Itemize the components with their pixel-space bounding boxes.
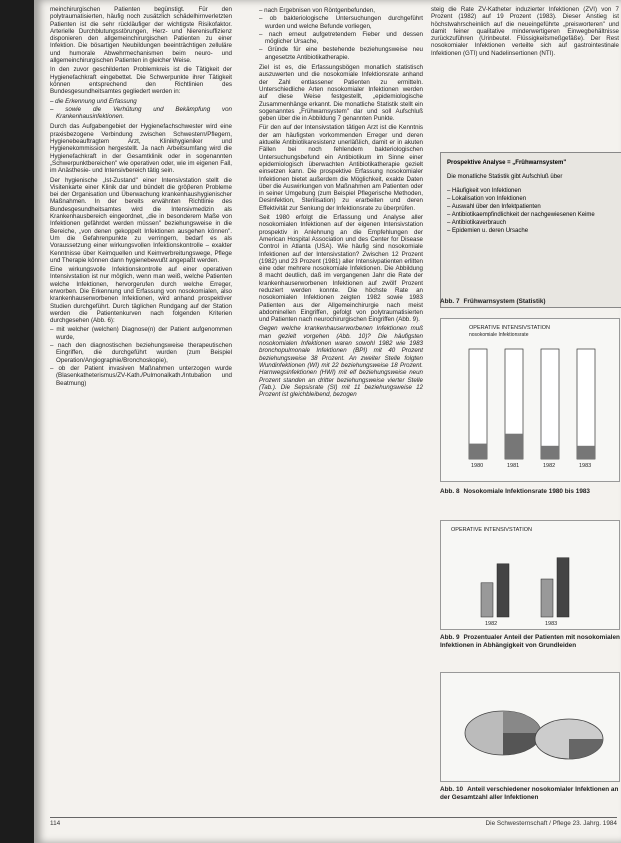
paragraph: Durch das Aufgabengebiet der Hygienefachschwester wird eine praxisbezogene Verbindung zwischen Schwestern/Pflegern, Hygienebeauftragtem Arzt, Klinikhygieniker und Hygienekommission hergestellt. Ja nach Arbeitsumfang wird die Hygienefachkraft in der Gesamtklinik oder in sogenannten „Schwerpunktbereichen" wie operativen oder, wie im eigenen Fall, im Anästhesie- und Intensivbereich tätig sein.	[50, 123, 232, 175]
paragraph: Eine wirkungsvolle Infektionskontrolle auf einer operativen Intensivstation ist nur möglich, wenn man weiß, welche Patienten welche Infektionen, hervorgerufen durch welche Erreger, erworben. Die Erkennung und Erfassung von nosokomialen, also krankenhauserworbenen Infektionen, wird anhand prospektiver Studien durchgeführt. Durch täglichen Rundgang auf der Station werden die Patientenkurven nach folgenden Kriterien durchgesehen (Abb. 6):	[50, 266, 232, 325]
tick-label: 1983	[545, 621, 558, 627]
tick-label: 1981	[507, 463, 520, 469]
paragraph: Seit 1980 erfolgt die Erfassung und Analyse aller nosokomialen Infektionen auf der eigenen Intensivstation prospektiv in Anlehnung an die Empfehlungen der American Hospital Association und des Center for Disease Control in Atlanta (USA). Wie häufig sind nosokomiale Infektionen auf der Intensivstation? Zwischen 12 Prozent (1982) und 23 Prozent (1981) aller Intensivpatienten erlitten eine oder mehrere nosokomiale Infektionen. Die Abbildung 8 macht deutlich, daß im vergangenen Jahr die Rate der krankenhauserworbenen Infektionen auf zwölf Prozent reduziert werden konnte. Die höchste Rate an nosokomialen Infektionen zeigten 1982 sowie 1983 Patienten aus der Allgemeinchirurgie nach meist abdominellen Eingriffen, gefolgt von polytraumatisierten und Patienten nach neurochirurgischen Eingriffen (Abb. 9).	[259, 214, 423, 324]
chart-subtitle: nosokomiale Infektionsrate	[469, 332, 529, 338]
bar	[541, 579, 553, 617]
list-item: – sowie die Verhütung und Bekämpfung von Krankenhausinfektionen.	[56, 106, 232, 121]
paragraph: steig die Rate ZV-Katheter induzierter Infektionen (ZVI) von 7 Prozent (1982) auf 19 Prozent (1983). Dieser Anstieg ist höchstwahrscheinlich auf die neueingeführte „preisworteren" und damit feiner qualitative minderwertigeren Einwegbehältnisse zurückzuführen (Urinbeutel. Flüssigkeitsmeßgefäße). Der Rest nosokomialer Infektionen verteilte sich auf gastrointestinale Infektionen (GTI) und Nadelinsertionen (NTI).	[431, 6, 619, 57]
chart-frame	[440, 520, 620, 630]
page-footer	[50, 817, 617, 829]
page-number: 114	[50, 820, 61, 827]
box-subtitle: Die monatliche Statistik gibt Aufschluß über	[447, 174, 563, 180]
list-item: – mit welcher (welchen) Diagnose(n) der Patient aufgenommen wurde,	[56, 326, 232, 341]
paragraph: Gegen welche krankenhauserworbenen Infektionen muß man gezielt vorgehen (Abb. 10)? Die häufigsten nosokomialen Infektionen waren sowohl 1982 wie 1983 bronchopulmonale Infektionen (BPI) mit 40 Prozent beziehungsweise 38 Prozent. An zweiter Stelle folgten Wundinfektionen (WI) mit 22 beziehungsweise 18 Prozent. Harnwegsinfektionen (HWI) mit elf beziehungsweise neun Prozent standen an dritter beziehungsweise vierter Stelle (Tab.). Die Sepsisrate (SI) mit 11 beziehungsweise 12 Prozent ist gleichbleibend, bezogen	[259, 325, 423, 399]
bar-total	[577, 349, 595, 459]
text-column-2	[259, 6, 423, 400]
chart-title: OPERATIVE INTENSIVSTATION	[451, 527, 532, 533]
bar-total	[541, 349, 559, 459]
tick-label: 1983	[579, 463, 592, 469]
figure-caption: Abb. 9 Prozentualer Anteil der Patienten mit nosokomialen Infektionen in Abhängigkeit von Grundleiden	[440, 634, 620, 649]
infection-types-chart	[441, 673, 619, 781]
list-item: – die Erkennung und Erfassung	[56, 98, 232, 105]
list-item: – ob der Patient invasiven Maßnahmen unterzogen wurde (Blasenkatheterismus/ZV-Kath./Pulmonalkath./Intubation und Beatmung)	[56, 365, 232, 387]
chart-frame	[440, 672, 620, 782]
box-title: Prospektive Analyse = „Frühwarnsystem"	[447, 160, 567, 166]
figure-caption: Abb. 7 Frühwarnsystem (Statistik)	[440, 298, 546, 305]
tick-label: 1982	[543, 463, 556, 469]
box-item: – Epidemien u. deren Ursache	[447, 228, 529, 234]
box-item: – Häufigkeit von Infektionen	[447, 188, 522, 194]
statistics-box	[440, 152, 621, 308]
tick-label: 1980	[471, 463, 484, 469]
paragraph: Ziel ist es, die Erfassungsbögen monatlich statistisch auszuwerten und die nosokomiale Infektionsrate anhand der Zahl entlassener Patienten zu ermitteln. Unterschiedliche Arten nosokomialer Infektionen werden auf diese Weise festgestellt, „epidemiologische Zusammenhänge erkannt. Die monatliche Statistik stellt ein sogenanntes „Frühwarnsystem" dar und soll Aufschluß geben über die in Abbildung 7 genannten Punkte.	[259, 64, 423, 123]
list-item: – Gründe für eine bestehende beziehungsweise neu angesetzte Antibiotikatherapie.	[265, 46, 423, 61]
paragraph: meinchirurgischen Patienten begünstigt. Für den polytraumatisierten, häufig noch zusätzlich schädelhirnverletzten Patienten ist die sehr rückläufiger der wichtigste Risikofaktor. Arterielle Durchblutungsstörungen, Herz- und Nierenisuffizienz disponieren den allgemeinchirurgischen Patienten zu einer Infektion. Die bösartigen Neubildungen beeinträchtigen zelluläre und humorale Abwehrmechanismen beim neuro- und allgemeinchirurgischen Patienten in gleicher Weise.	[50, 6, 232, 65]
paragraph: Der hygienische „Ist-Zustand" einer Intensivstation stellt die Visitenkarte einer Klinik dar und bündelt die gröβeren Probleme bei der Organisation und Überwachung krankenhaushygienischer Maßnahmen. In der bereits erwähnten Richtlinie des Bundesgesundheitsamtes wird die Intensivmedizin als Krankenhausbereich eingeordnet, „die in besonderem Maße von Infektionen gefährdet werden müssen" beziehungsweise in die Bereiche, „von denen gekoppelt Infektionen ausgehen können". Um die Gefahrenpunkte zu verringern, bedarf es als Voraussetzung einer wirkungsvollen Infektionskontrolle – exakter Kenntnisse über Keimquellen und Keimverbreitungswege, Pflege und Therapie können dann hygienebewußt angepaßt werden.	[50, 176, 232, 264]
chart-frame	[440, 318, 620, 482]
bullet-list	[50, 326, 232, 386]
pie-slice	[569, 739, 603, 759]
document-page	[34, 0, 621, 843]
journal-name: Die Schwesternschaft / Pflege 23. Jahrg. 1984	[485, 820, 617, 827]
bar	[469, 444, 487, 459]
text-column-3	[431, 6, 619, 59]
list-item: – nach Ergebnisen von Röntgenbefunden,	[265, 7, 423, 14]
bar	[505, 434, 523, 459]
box-item: – Lokalisation von Infektionen	[447, 196, 527, 202]
chart-title: OPERATIVE INTENSIVSTATION	[469, 325, 550, 331]
text-column-1	[50, 6, 232, 390]
paragraph: Für den auf der Intensivstation tätigen Arzt ist die Kenntnis der am häufigsten vorkommenden Erreger und deren aktuelle Antibiotikaresistenz unerläßlich, damit er in akuten Fällen bei noch fehlendem bakteriologischen Untersuchungsbefund ein Antibiotikum im Sinne einer epidemiologisch überwachten Antibiotikatherapie gezielt einsetzen kann. Die prospektive Erfassung nosokomialer Infektionen bietet außerdem die Möglichkeit, exakte Daten über die Auswirkungen von Maßnahmen am Patienten oder in seiner Umgebung (zum Beispiel Pflegerische Methoden, Desinfektion, Sterilisation) zu erarbeiten und deren Effektivität zur Senkung der Infektionsrate zu überprüfen.	[259, 124, 423, 212]
bullet-list	[50, 98, 232, 121]
infection-rate-chart	[441, 319, 619, 481]
figure-caption: Abb. 10 Anteil verschiedener nosokomialer Infektionen an der Gesamtzahl aller Infektionen	[440, 786, 619, 801]
list-item: – nach den diagnostischen beziehungsweise therapeutischen Eingriffen, die durchgeführt wurden (zum Beispiel Operation/Angiographie/Bronchoskopie),	[56, 342, 232, 364]
bar-total	[469, 349, 487, 459]
bar	[557, 558, 569, 617]
tick-label: 1982	[485, 621, 498, 627]
pie-slice	[503, 711, 541, 733]
bar	[577, 446, 595, 459]
box-item: – Antibiotikaverbrauch	[447, 220, 507, 226]
paragraph: In den zuvor geschilderten Problemkreis ist die Tätigkeit der Hygienefachkraft eingebettet. Die Schwerpunkte ihrer Tätigkeit können entsprechend den Richtlinien des Bundesgesundheitsamtes gegliedert werden in:	[50, 66, 232, 96]
list-item: – nach erneut aufgetretendem Fieber und dessen möglicher Ursache,	[265, 31, 423, 46]
bar	[541, 446, 559, 459]
patients-infection-chart	[441, 521, 619, 629]
bar	[481, 583, 493, 617]
box-item: – Auswahl über den Infektpatienten	[447, 204, 541, 210]
bar	[497, 564, 509, 617]
figure-caption: Abb. 8 Nosokomiale Infektionsrate 1980 bis 1983	[440, 488, 590, 495]
box-item: – Antibiotikaempfindlichkeit der nachgewiesenen Keime	[447, 212, 595, 218]
bullet-list	[259, 7, 423, 61]
list-item: – ob bakteriologische Untersuchungen durchgeführt wurden und welche Befunde vorliegen,	[265, 15, 423, 30]
